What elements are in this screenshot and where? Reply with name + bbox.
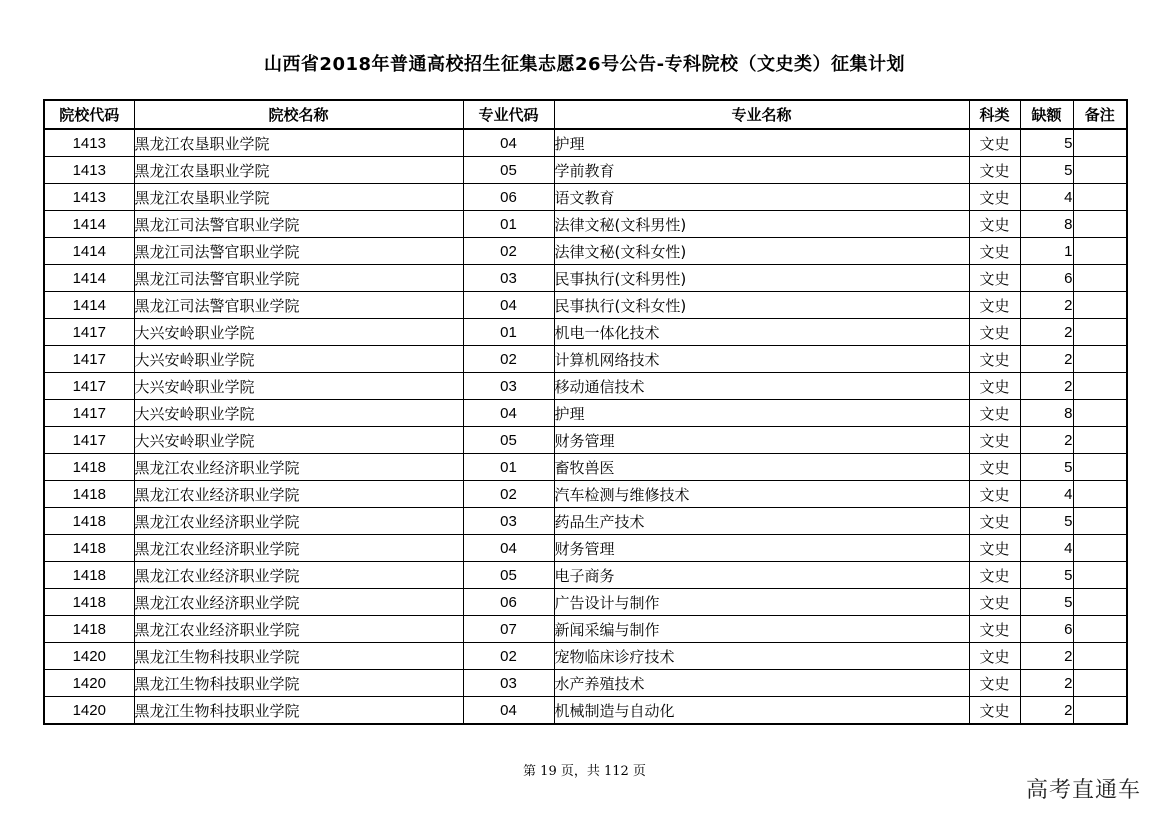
cell-major-code: 01 (463, 454, 554, 481)
cell-vacancies: 5 (1020, 508, 1073, 535)
column-header-vacancies: 缺额 (1020, 100, 1073, 129)
cell-college-name: 黑龙江生物科技职业学院 (134, 643, 463, 670)
cell-major-name: 语文教育 (554, 184, 969, 211)
cell-major-name: 畜牧兽医 (554, 454, 969, 481)
table-row (44, 400, 1127, 427)
page-number: 第 19 页，共 112 页 (523, 764, 646, 779)
cell-vacancies: 2 (1020, 292, 1073, 319)
cell-vacancies: 5 (1020, 589, 1073, 616)
cell-major-name: 民事执行(文科女性) (554, 292, 969, 319)
cell-major-name: 计算机网络技术 (554, 346, 969, 373)
cell-major-code: 02 (463, 481, 554, 508)
cell-vacancies: 2 (1020, 319, 1073, 346)
cell-category: 文史 (969, 157, 1020, 184)
cell-college-name: 黑龙江农业经济职业学院 (134, 535, 463, 562)
cell-college-code: 1413 (44, 157, 134, 184)
cell-vacancies: 2 (1020, 643, 1073, 670)
cell-major-code: 03 (463, 373, 554, 400)
cell-college-code: 1420 (44, 643, 134, 670)
cell-major-code: 05 (463, 427, 554, 454)
table-row (44, 589, 1127, 616)
table-row (44, 346, 1127, 373)
cell-college-name: 大兴安岭职业学院 (134, 373, 463, 400)
cell-major-code: 06 (463, 589, 554, 616)
cell-college-name: 大兴安岭职业学院 (134, 319, 463, 346)
cell-major-name: 民事执行(文科男性) (554, 265, 969, 292)
cell-category: 文史 (969, 535, 1020, 562)
cell-vacancies: 2 (1020, 373, 1073, 400)
cell-major-name: 汽车检测与维修技术 (554, 481, 969, 508)
cell-remarks (1073, 346, 1127, 373)
cell-major-code: 04 (463, 400, 554, 427)
cell-remarks (1073, 373, 1127, 400)
cell-vacancies: 5 (1020, 562, 1073, 589)
cell-category: 文史 (969, 562, 1020, 589)
cell-vacancies: 6 (1020, 616, 1073, 643)
cell-category: 文史 (969, 400, 1020, 427)
cell-college-name: 黑龙江司法警官职业学院 (134, 211, 463, 238)
cell-college-code: 1414 (44, 211, 134, 238)
cell-college-code: 1413 (44, 184, 134, 211)
cell-college-name: 黑龙江农业经济职业学院 (134, 616, 463, 643)
cell-major-code: 05 (463, 157, 554, 184)
table-row (44, 319, 1127, 346)
table-row (44, 184, 1127, 211)
cell-vacancies: 5 (1020, 454, 1073, 481)
table-row (44, 238, 1127, 265)
cell-college-code: 1420 (44, 670, 134, 697)
cell-college-name: 大兴安岭职业学院 (134, 427, 463, 454)
cell-category: 文史 (969, 481, 1020, 508)
cell-college-name: 黑龙江司法警官职业学院 (134, 292, 463, 319)
cell-vacancies: 8 (1020, 211, 1073, 238)
cell-category: 文史 (969, 589, 1020, 616)
cell-major-name: 机械制造与自动化 (554, 697, 969, 725)
cell-category: 文史 (969, 454, 1020, 481)
cell-college-code: 1418 (44, 589, 134, 616)
cell-college-name: 黑龙江农业经济职业学院 (134, 508, 463, 535)
cell-remarks (1073, 211, 1127, 238)
cell-major-code: 01 (463, 211, 554, 238)
cell-major-code: 01 (463, 319, 554, 346)
cell-major-code: 04 (463, 535, 554, 562)
cell-major-name: 药品生产技术 (554, 508, 969, 535)
table-header-row (44, 100, 1127, 129)
cell-remarks (1073, 292, 1127, 319)
cell-college-name: 黑龙江农业经济职业学院 (134, 454, 463, 481)
cell-vacancies: 5 (1020, 157, 1073, 184)
cell-remarks (1073, 670, 1127, 697)
cell-college-code: 1420 (44, 697, 134, 725)
cell-major-code: 06 (463, 184, 554, 211)
cell-college-code: 1418 (44, 454, 134, 481)
cell-remarks (1073, 616, 1127, 643)
cell-college-code: 1417 (44, 400, 134, 427)
cell-college-code: 1418 (44, 616, 134, 643)
cell-remarks (1073, 589, 1127, 616)
cell-vacancies: 6 (1020, 265, 1073, 292)
table-row (44, 508, 1127, 535)
cell-college-code: 1414 (44, 238, 134, 265)
cell-remarks (1073, 319, 1127, 346)
cell-category: 文史 (969, 238, 1020, 265)
cell-vacancies: 1 (1020, 238, 1073, 265)
cell-major-code: 02 (463, 643, 554, 670)
cell-remarks (1073, 454, 1127, 481)
table-body (44, 129, 1127, 724)
cell-category: 文史 (969, 697, 1020, 725)
cell-category: 文史 (969, 427, 1020, 454)
cell-major-name: 宠物临床诊疗技术 (554, 643, 969, 670)
cell-vacancies: 2 (1020, 670, 1073, 697)
cell-major-code: 02 (463, 346, 554, 373)
column-header-category: 科类 (969, 100, 1020, 129)
cell-remarks (1073, 427, 1127, 454)
enrollment-plan-table (43, 99, 1128, 725)
cell-category: 文史 (969, 616, 1020, 643)
cell-college-code: 1417 (44, 319, 134, 346)
cell-category: 文史 (969, 184, 1020, 211)
page-title: 山西省2018年普通高校招生征集志愿26号公告-专科院校（文史类）征集计划 (263, 54, 906, 75)
cell-college-name: 黑龙江生物科技职业学院 (134, 670, 463, 697)
cell-major-code: 04 (463, 697, 554, 725)
cell-major-name: 财务管理 (554, 427, 969, 454)
cell-college-name: 黑龙江司法警官职业学院 (134, 265, 463, 292)
cell-college-code: 1418 (44, 562, 134, 589)
cell-college-code: 1417 (44, 346, 134, 373)
cell-major-name: 水产养殖技术 (554, 670, 969, 697)
column-header-remarks: 备注 (1073, 100, 1127, 129)
column-header-college-code: 院校代码 (44, 100, 134, 129)
table-row (44, 697, 1127, 725)
cell-vacancies: 2 (1020, 427, 1073, 454)
cell-vacancies: 2 (1020, 346, 1073, 373)
cell-major-name: 新闻采编与制作 (554, 616, 969, 643)
cell-category: 文史 (969, 643, 1020, 670)
table-row (44, 265, 1127, 292)
cell-college-name: 黑龙江司法警官职业学院 (134, 238, 463, 265)
cell-college-name: 大兴安岭职业学院 (134, 346, 463, 373)
cell-remarks (1073, 157, 1127, 184)
cell-college-code: 1417 (44, 427, 134, 454)
cell-college-name: 大兴安岭职业学院 (134, 400, 463, 427)
cell-category: 文史 (969, 265, 1020, 292)
cell-major-code: 04 (463, 292, 554, 319)
column-header-college-name: 院校名称 (134, 100, 463, 129)
cell-college-name: 黑龙江农业经济职业学院 (134, 589, 463, 616)
cell-remarks (1073, 481, 1127, 508)
cell-college-code: 1418 (44, 481, 134, 508)
cell-category: 文史 (969, 292, 1020, 319)
cell-major-code: 02 (463, 238, 554, 265)
cell-remarks (1073, 562, 1127, 589)
table-row (44, 670, 1127, 697)
cell-college-name: 黑龙江农垦职业学院 (134, 184, 463, 211)
cell-remarks (1073, 643, 1127, 670)
column-header-major-code: 专业代码 (463, 100, 554, 129)
cell-category: 文史 (969, 319, 1020, 346)
cell-vacancies: 8 (1020, 400, 1073, 427)
cell-college-name: 黑龙江生物科技职业学院 (134, 697, 463, 725)
cell-college-code: 1414 (44, 265, 134, 292)
cell-category: 文史 (969, 508, 1020, 535)
cell-category: 文史 (969, 670, 1020, 697)
cell-major-name: 机电一体化技术 (554, 319, 969, 346)
table-row (44, 616, 1127, 643)
cell-major-code: 03 (463, 670, 554, 697)
cell-major-code: 07 (463, 616, 554, 643)
table-row (44, 481, 1127, 508)
cell-vacancies: 2 (1020, 697, 1073, 725)
cell-major-code: 03 (463, 508, 554, 535)
cell-major-name: 电子商务 (554, 562, 969, 589)
cell-college-name: 黑龙江农业经济职业学院 (134, 481, 463, 508)
table-row (44, 157, 1127, 184)
cell-major-code: 04 (463, 129, 554, 157)
cell-major-name: 法律文秘(文科女性) (554, 238, 969, 265)
cell-remarks (1073, 400, 1127, 427)
cell-college-code: 1417 (44, 373, 134, 400)
cell-remarks (1073, 535, 1127, 562)
table-row (44, 129, 1127, 157)
cell-college-code: 1414 (44, 292, 134, 319)
cell-remarks (1073, 508, 1127, 535)
cell-remarks (1073, 697, 1127, 725)
cell-college-name: 黑龙江农业经济职业学院 (134, 562, 463, 589)
cell-remarks (1073, 238, 1127, 265)
cell-major-name: 广告设计与制作 (554, 589, 969, 616)
table-row (44, 427, 1127, 454)
cell-college-name: 黑龙江农垦职业学院 (134, 157, 463, 184)
cell-category: 文史 (969, 129, 1020, 157)
cell-major-code: 03 (463, 265, 554, 292)
table-row (44, 535, 1127, 562)
table-row (44, 211, 1127, 238)
cell-category: 文史 (969, 346, 1020, 373)
cell-remarks (1073, 265, 1127, 292)
cell-category: 文史 (969, 211, 1020, 238)
cell-vacancies: 4 (1020, 481, 1073, 508)
table-row (44, 292, 1127, 319)
cell-major-name: 护理 (554, 400, 969, 427)
cell-vacancies: 4 (1020, 535, 1073, 562)
cell-category: 文史 (969, 373, 1020, 400)
cell-major-name: 法律文秘(文科男性) (554, 211, 969, 238)
cell-major-name: 财务管理 (554, 535, 969, 562)
cell-vacancies: 5 (1020, 129, 1073, 157)
column-header-major-name: 专业名称 (554, 100, 969, 129)
table-row (44, 643, 1127, 670)
cell-college-code: 1418 (44, 508, 134, 535)
cell-college-name: 黑龙江农垦职业学院 (134, 129, 463, 157)
table-row (44, 454, 1127, 481)
cell-remarks (1073, 129, 1127, 157)
cell-major-name: 学前教育 (554, 157, 969, 184)
cell-major-name: 护理 (554, 129, 969, 157)
table-row (44, 373, 1127, 400)
watermark-logo-text: 高考直通车 (1025, 778, 1141, 803)
cell-major-name: 移动通信技术 (554, 373, 969, 400)
cell-major-code: 05 (463, 562, 554, 589)
cell-vacancies: 4 (1020, 184, 1073, 211)
cell-remarks (1073, 184, 1127, 211)
cell-college-code: 1418 (44, 535, 134, 562)
table-row (44, 562, 1127, 589)
cell-college-code: 1413 (44, 129, 134, 157)
